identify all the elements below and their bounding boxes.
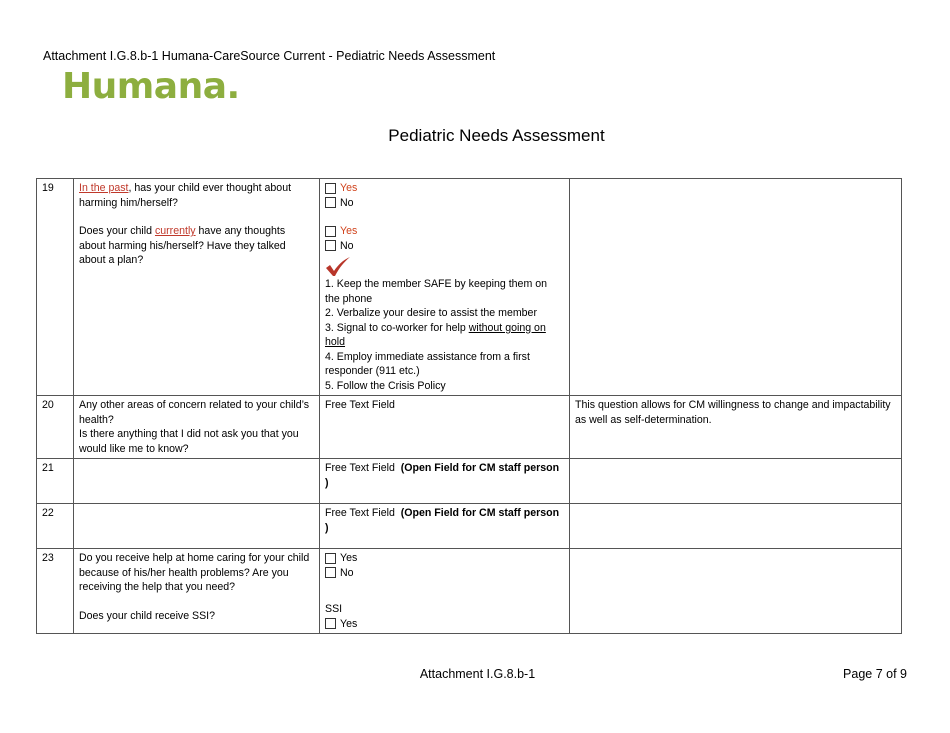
answer-cell[interactable] — [320, 396, 570, 459]
page-number: Page 7 of 9 — [843, 667, 907, 681]
table-row-23 — [37, 549, 902, 634]
checkmark-icon — [325, 257, 351, 277]
table-row-21 — [37, 459, 902, 504]
notes-cell — [570, 549, 902, 634]
ssi-yes-option[interactable] — [325, 617, 564, 632]
answer-cell — [320, 549, 570, 634]
no-checkbox[interactable] — [325, 240, 336, 251]
step-2: 2. Verbalize your desire to assist the member — [325, 307, 537, 319]
yes-label: Yes — [340, 617, 358, 630]
row-number: 20 — [37, 396, 74, 459]
step-5: 5. Follow the Crisis Policy — [325, 379, 446, 392]
logo-dot: . — [226, 66, 240, 107]
ssi-label: SSI — [325, 603, 343, 615]
step-underlined-text: without going on hold — [325, 321, 546, 348]
no-option[interactable] — [325, 196, 564, 211]
free-text-field[interactable]: Free Text Field — [325, 507, 401, 519]
yes-option[interactable] — [325, 181, 564, 196]
table-row-20 — [37, 396, 902, 459]
table-row-22 — [37, 504, 902, 549]
free-text-field[interactable]: Free Text Field — [325, 462, 401, 474]
currently-link[interactable]: currently — [154, 225, 196, 237]
yes-checkbox[interactable] — [325, 553, 336, 564]
question-text: , has your child ever thought about harming him/herself? — [79, 182, 292, 209]
no-checkbox[interactable] — [325, 567, 336, 578]
step-3 — [325, 321, 564, 350]
no-option-2[interactable] — [325, 239, 564, 254]
question-text: Does your child — [79, 225, 155, 237]
no-label: No — [340, 566, 354, 579]
note-text: This question allows for CM willingness to change and impactability as well as self-determination. — [575, 399, 891, 426]
answer-cell[interactable] — [320, 504, 570, 549]
attachment-header: Attachment I.G.8.b-1 Humana-CareSource Current - Pediatric Needs Assessment — [43, 49, 496, 63]
past-link[interactable]: In the past — [79, 182, 129, 194]
step-1: 1. Keep the member SAFE by keeping them on the phone — [325, 278, 548, 305]
question-23b: Does your child receive SSI? — [79, 609, 216, 622]
notes-cell — [570, 179, 902, 396]
humana-logo — [62, 66, 240, 107]
question-23a: Do you receive help at home caring for your child because of his/her health problems? Are you receiving the help that you need? — [79, 552, 310, 593]
question-cell — [74, 179, 320, 396]
open-field-note: (Open Field for CM staff person ) — [325, 507, 560, 534]
step-text: 3. Signal to co-worker for help — [325, 321, 469, 334]
yes-checkbox[interactable] — [325, 618, 336, 629]
no-option[interactable] — [325, 566, 564, 581]
yes-option[interactable] — [325, 551, 564, 566]
question-20a: Any other areas of concern related to your child’s health? — [79, 399, 310, 426]
answer-cell — [320, 179, 570, 396]
notes-cell — [570, 396, 902, 459]
notes-cell — [570, 504, 902, 549]
no-checkbox[interactable] — [325, 197, 336, 208]
free-text-field[interactable]: Free Text Field — [325, 399, 395, 411]
row-number: 23 — [37, 549, 74, 634]
footer-attachment: Attachment I.G.8.b-1 — [419, 667, 536, 681]
answer-cell[interactable] — [320, 459, 570, 504]
question-20b: Is there anything that I did not ask you that you would like me to know? — [79, 428, 299, 455]
yes-checkbox[interactable] — [325, 183, 336, 194]
page-title: Pediatric Needs Assessment — [388, 126, 605, 145]
no-label: No — [340, 196, 354, 209]
notes-cell — [570, 459, 902, 504]
question-19b — [79, 224, 314, 268]
step-4: 4. Employ immediate assistance from a first responder (911 etc.) — [325, 350, 530, 377]
question-cell — [74, 396, 320, 459]
yes-checkbox[interactable] — [325, 226, 336, 237]
row-number: 22 — [37, 504, 74, 549]
assessment-table — [36, 178, 902, 634]
question-cell — [74, 504, 320, 549]
row-number: 21 — [37, 459, 74, 504]
yes-label: Yes — [340, 552, 358, 564]
logo-text: Humana — [62, 66, 227, 107]
question-cell — [74, 549, 320, 634]
row-number: 19 — [37, 179, 74, 396]
table-row-19 — [37, 179, 902, 396]
no-label: No — [340, 239, 354, 252]
yes-option-2[interactable] — [325, 224, 564, 239]
open-field-note: (Open Field for CM staff person ) — [325, 462, 560, 489]
question-19a — [79, 181, 314, 210]
question-cell — [74, 459, 320, 504]
question-text: have any thoughts about harming his/herself? Have they talked about a plan? — [79, 225, 286, 266]
yes-label: Yes — [340, 225, 358, 237]
yes-label: Yes — [340, 182, 358, 194]
